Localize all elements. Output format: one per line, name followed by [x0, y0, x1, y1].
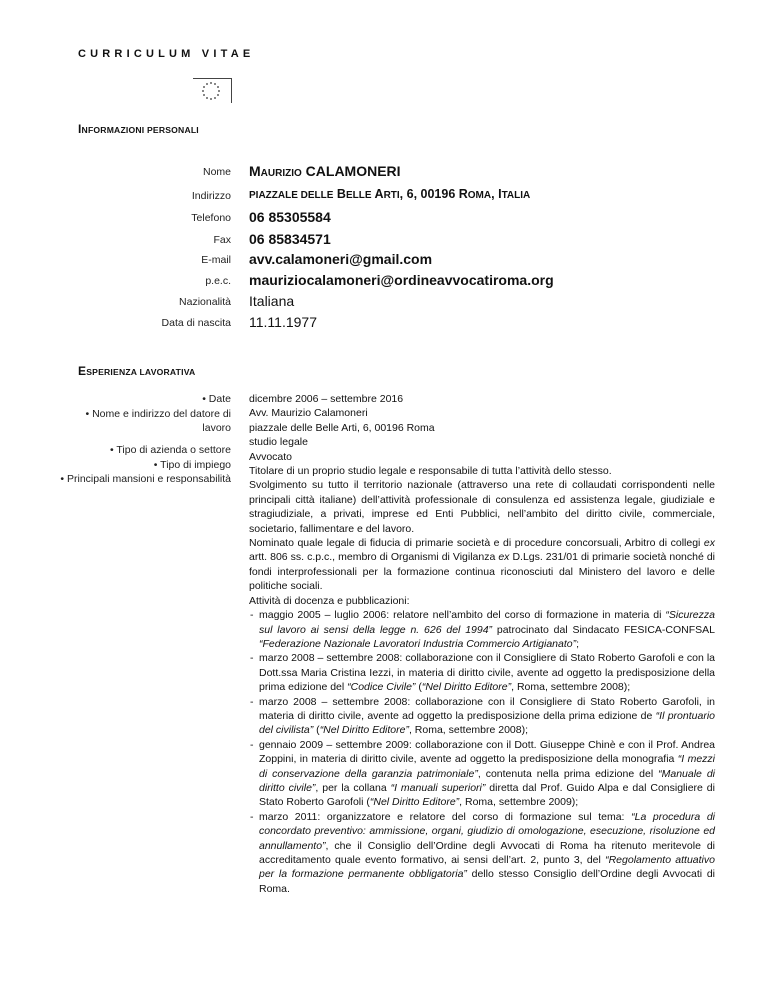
value-email[interactable]: avv.calamoneri@gmail.com	[249, 251, 433, 267]
publications-heading: Attività di docenza e pubblicazioni:	[249, 594, 410, 607]
work-sector: studio legale	[249, 436, 308, 449]
value-nationality: Italiana	[249, 293, 295, 309]
value-pec[interactable]: mauriziocalamoneri@ordineavvocatiroma.org	[249, 272, 554, 288]
label-nationality: Nazionalità	[179, 296, 231, 308]
eu-stars-icon	[200, 81, 222, 101]
value-address: PIAZZALE DELLE BELLE ARTI, 6, 00196 ROMA, ITALIA	[249, 187, 531, 201]
label-dates: • Date	[202, 393, 231, 405]
work-experience-heading: ESPERIENZA LAVORATIVA	[78, 364, 196, 378]
label-sector: • Tipo di azienda o settore	[109, 444, 231, 456]
work-employer-address: piazzale delle Belle Arti, 6, 00196 Roma	[249, 421, 435, 434]
work-employer-name: Avv. Maurizio Calamoneri	[249, 407, 368, 420]
work-duties-appointments: Nominato quale legale di fiducia di primarie società e di procedure concorsuali, Arbitro di collegi ex artt. 806 ss. c.p.c., membro di Organismi di Vigilanza ex D.Lgs. 231/01 di primarie società nonché di fondi interprofessionali per la formazione continua riconosciuti dal Ministero del lavoro e delle politiche sociali.	[249, 537, 716, 593]
work-employment: Avvocato	[249, 450, 292, 463]
eu-flag-logo	[193, 78, 232, 103]
publications-list	[249, 608, 715, 896]
work-duties-summary: Titolare di un proprio studio legale e responsabile di tutta l’attività dello stesso.	[249, 465, 612, 478]
cv-title: CURRICULUM VITAE	[78, 48, 255, 60]
list-item: - maggio 2005 – luglio 2006: relatore nell’ambito del corso di formazione in materia di “Sicurezza sul lavoro ai sensi della legge n. 626 del 1994” patrocinato dal Sindacato FESICA-CONFSAL “Federazione Nazionale Lavoratori Industria Commercio Artigianato”;	[249, 608, 715, 651]
label-employment-type: • Tipo di impiego	[153, 459, 231, 471]
value-name: MAURIZIO CALAMONERI	[249, 163, 401, 179]
value-fax: 06 85834571	[249, 231, 331, 247]
label-employer-line1: • Nome e indirizzo del datore di	[85, 408, 231, 420]
label-employer-line2: lavoro	[202, 422, 231, 434]
list-item: - marzo 2008 – settembre 2008: collaborazione con il Consigliere di Stato Roberto Garofoli, in materia di diritto civile, avente ad oggetto la predisposizione della prima edizione de “Il prontuario del civilista” (“Nel Diritto Editore”, Roma, settembre 2008);	[249, 695, 715, 738]
work-duties-description: Svolgimento su tutto il territorio nazionale (attraverso una rete di collaudati corrispondenti nelle principali città italiane) dell’attività professionale di consulenza ed assistenza legale, giudiziale e stragiudiziale, a privati, imprese ed Enti Pubblici, nell’ambito del diritto civile, commerciale, societario, fallimentare e del lavoro.	[249, 479, 715, 535]
personal-info-heading: INFORMAZIONI PERSONALI	[78, 122, 199, 136]
list-item: - marzo 2011: organizzatore e relatore del corso di formazione sul tema: “La procedura di concordato preventivo: ammissione, organi, giudizio di omologazione, esecuzione, risoluzione ed annullamento”, che il Consiglio dell’Ordine degli Avvocati di Roma ha ritenuto meritevole di accreditamento quale evento formativo, ai sensi dell’art. 2, punto 3, del “Regolamento attuativo per la formazione permanente obbligatoria” dello stesso Consiglio dell’Ordine degli Avvocati di Roma.	[249, 810, 715, 896]
label-phone: Telefono	[191, 212, 231, 224]
label-duties: • Principali mansioni e responsabilità	[60, 473, 231, 485]
label-birthdate: Data di nascita	[161, 317, 231, 329]
list-item: - gennaio 2009 – settembre 2009: collaborazione con il Dott. Giuseppe Chinè e con il Prof. Andrea Zoppini, in materia di diritto civile, avente ad oggetto la predisposizione della monografia “I mezzi di conservazione della garanzia patrimoniale”, contenuta nella prima edizione del “Manuale di diritto civile”, per la collana “I manuali superiori” diretta dal Prof. Guido Alpa e dal Consigliere di Stato Roberto Garofoli (“Nel Diritto Editore”, Roma, settembre 2009);	[249, 738, 715, 810]
list-item: - marzo 2008 – settembre 2008: collaborazione con il Consigliere di Stato Roberto Garofoli e con la Dott.ssa Maria Cristina Iezzi, in materia di diritto civile, avente ad oggetto la predisposizione della prima edizione del “Codice Civile” (“Nel Diritto Editore”, Roma, settembre 2008);	[249, 651, 715, 694]
work-experience-body	[249, 392, 715, 896]
value-birthdate: 11.11.1977	[249, 314, 317, 330]
value-phone: 06 85305584	[249, 209, 331, 225]
label-fax: Fax	[213, 234, 231, 246]
label-name: Nome	[202, 166, 231, 178]
work-date: dicembre 2006 – settembre 2016	[249, 393, 404, 405]
label-email: E-mail	[201, 254, 231, 266]
label-pec: p.e.c.	[205, 275, 231, 287]
label-address: Indirizzo	[191, 190, 231, 202]
